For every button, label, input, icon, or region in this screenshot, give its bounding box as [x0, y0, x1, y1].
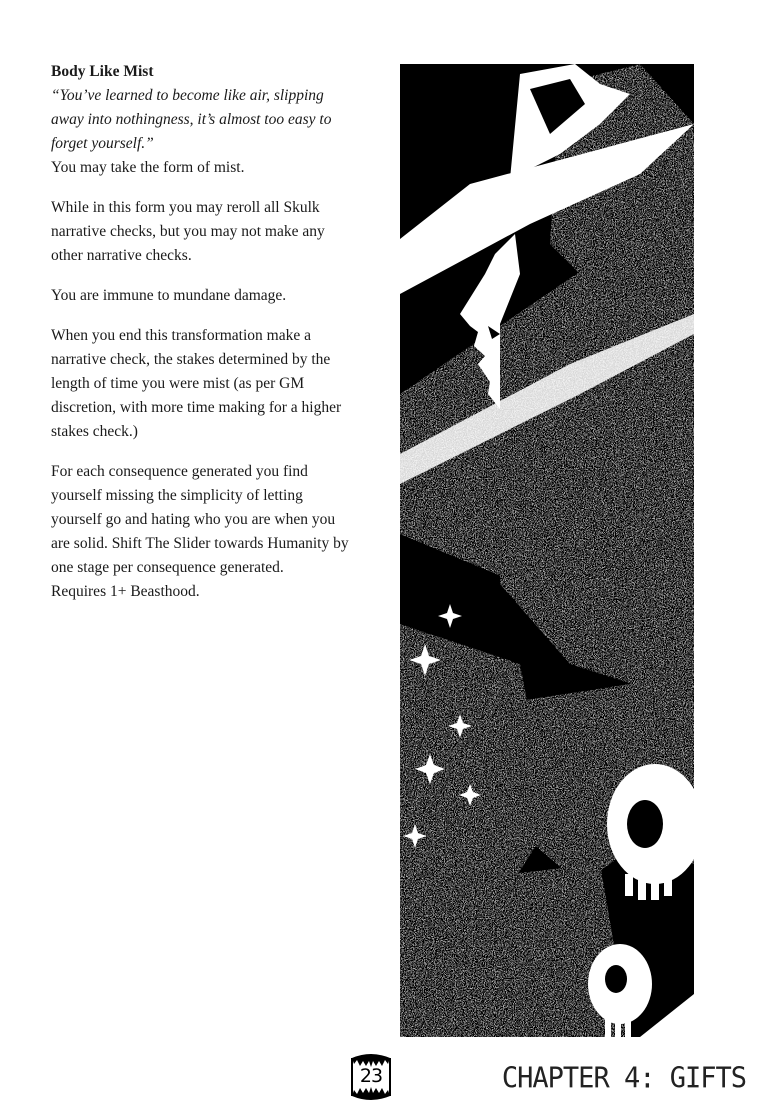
- gift-title: Body Like Mist: [51, 63, 154, 80]
- vampire-illustration: [400, 64, 694, 1037]
- gift-paragraph: While in this form you may reroll all Skulk narrative checks, but you may not make any other narrative checks.: [51, 199, 325, 264]
- gift-paragraph: You are immune to mundane damage.: [51, 287, 287, 304]
- gift-requirement: Requires 1+ Beasthood.: [51, 583, 200, 600]
- gift-entry: [51, 60, 351, 620]
- chapter-heading: CHAPTER 4: GIFTS: [501, 1062, 746, 1095]
- illustration-art: [400, 64, 694, 1037]
- gift-paragraph: For each consequence generated you find yourself missing the simplicity of letting yourself go and hating who you are when you are solid. Shift The Slider towards Humanity by one stage per consequence generated.: [51, 463, 349, 576]
- flavor-quote: “You’ve learned to become like air, slipping away into nothingness, it’s almost too easy to forget yourself.”: [51, 87, 332, 152]
- page-number: 23: [359, 1065, 383, 1087]
- page-number-badge: [350, 1052, 392, 1102]
- gift-intro: You may take the form of mist.: [51, 159, 245, 176]
- gift-paragraph: When you end this transformation make a narrative check, the stakes determined by the length of time you were mist (as per GM discretion, with more time making for a higher stakes check.): [51, 327, 342, 440]
